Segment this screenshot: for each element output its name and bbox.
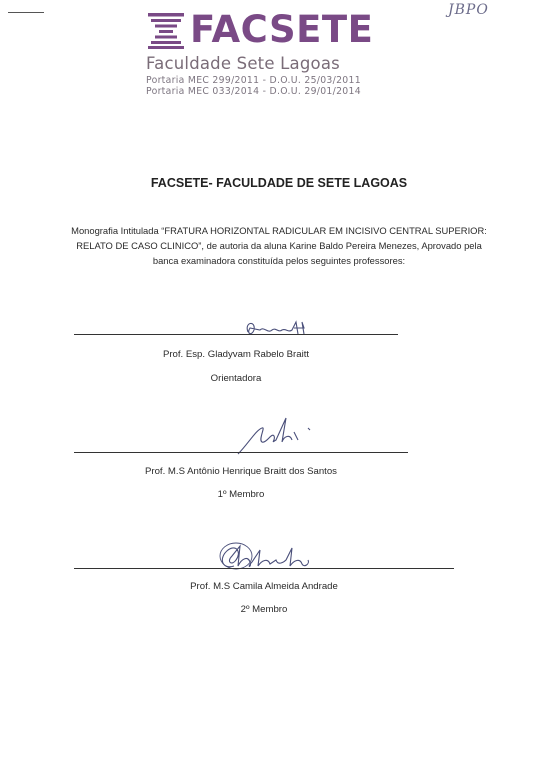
document-title: FACSETE- FACULDADE DE SETE LAGOAS <box>150 176 408 190</box>
corner-mark <box>8 12 44 13</box>
institution-header <box>146 10 386 97</box>
signatory-name: Prof. Esp. Gladyvam Rabelo Braitt <box>162 349 310 360</box>
intro-paragraph: Monografia Intitulada “FRATURA HORIZONTAL RADICULAR EM INCISIVO CENTRAL SUPERIOR: RELATO DE CASO CLINICO”, de autoria da aluna Karine Baldo Pereira Menezes, Aprovado pela banca examinadora constituída pelos seguintes professores: <box>71 225 487 266</box>
signature-1 <box>240 318 320 340</box>
portaria-line: Portaria MEC 299/2011 - D.O.U. 25/03/2011 <box>146 75 361 86</box>
signatory-name: Prof. M.S Camila Almeida Andrade <box>190 581 338 592</box>
signature-line <box>74 334 398 335</box>
signatory-role: 1º Membro <box>217 489 265 500</box>
logo <box>146 10 386 50</box>
signatory-role: 2º Membro <box>240 604 288 615</box>
signature-line <box>74 452 408 453</box>
signatory-role: Orientadora <box>210 373 262 384</box>
signature-line <box>74 568 454 569</box>
institution-subtitle: Faculdade Sete Lagoas <box>146 54 340 73</box>
signatory-name: Prof. M.S Antônio Henrique Braitt dos Santos <box>145 466 337 477</box>
facsete-logo-icon <box>146 10 186 50</box>
portaria-line: Portaria MEC 033/2014 - D.O.U. 29/01/2014 <box>146 86 361 97</box>
logo-text: FACSETE <box>190 8 374 51</box>
handwritten-note: JBPO <box>448 2 489 18</box>
portaria-lines <box>146 75 386 97</box>
